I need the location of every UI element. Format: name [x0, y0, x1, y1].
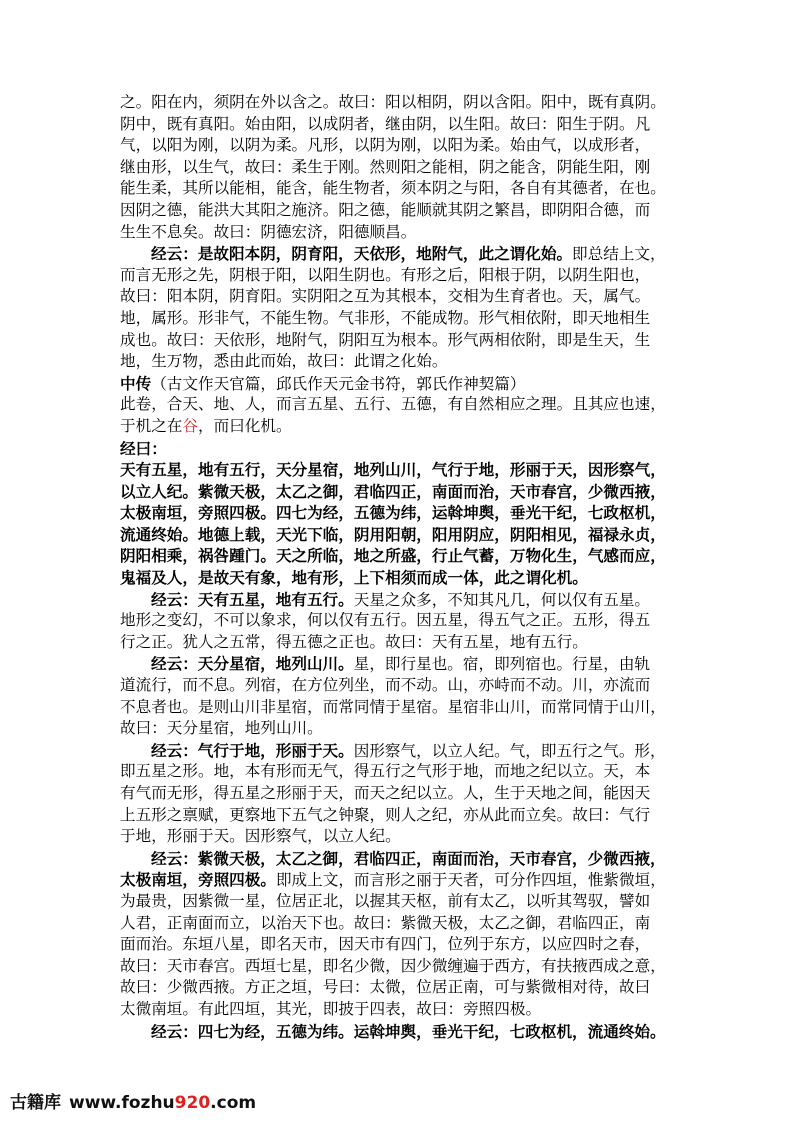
text-line — [120, 740, 680, 762]
document-body — [120, 92, 680, 1042]
text-segment: 于地，形丽于天。因形察气，以立人纪。 — [120, 827, 401, 846]
text-segment: 行之正。犹人之五常，得五德之正也。故曰：天有五星，地有五行。 — [120, 632, 588, 651]
text-segment: 上五形之禀赋，更察地下五气之钟聚，则人之纪，亦从此而立矣。故曰：气行 — [120, 805, 651, 824]
text-line — [120, 351, 680, 373]
site-url-suffix[interactable]: .com — [210, 1093, 257, 1113]
bold-text: 经云：天分星宿，地列山川。 — [151, 654, 354, 674]
text-line — [120, 718, 680, 740]
text-line — [120, 545, 680, 567]
text-line — [120, 761, 680, 783]
text-line — [120, 459, 680, 481]
bold-text: 经云：天有五星，地有五行。 — [151, 589, 354, 609]
text-segment: 于机之在 — [120, 416, 183, 435]
text-segment: 星，即行星也。宿，即列宿也。行星，由轨 — [353, 655, 651, 674]
text-line — [120, 934, 680, 956]
text-line — [120, 913, 680, 935]
text-segment: 气，以阳为刚，以阴为柔。凡形，以阴为刚，以阳为柔。始由气，以成形者， — [120, 136, 651, 155]
text-line — [120, 653, 680, 675]
bold-text: 经云：是故阳本阴，阴育阳，天依形，地附气，此之谓化始。 — [151, 244, 573, 264]
text-segment: 故曰：天市春宫。西垣七星，即名少微，因少微缠遍于西方，有扶掖西成之意， — [120, 956, 666, 975]
text-line — [120, 956, 680, 978]
text-segment: 此卷，合天、地、人，而言五星、五行、五德，有自然相应之理。且其应也速， — [120, 395, 666, 414]
bold-text: 中传 — [120, 373, 152, 393]
text-line — [120, 697, 680, 719]
text-segment: 故曰：天分星宿，地列山川。 — [120, 719, 323, 738]
text-line — [120, 373, 680, 395]
site-name: 古籍库 — [10, 1093, 61, 1113]
text-line — [120, 675, 680, 697]
text-segment: （古文作天官篇，邱氏作天元金书符，郭氏作神契篇） — [151, 374, 526, 393]
text-segment: 因形察气，以立人纪。气，即五行之气。形， — [353, 741, 666, 760]
bold-text: 经云：四七为经，五德为纬。运斡坤舆，垂光干纪，七政枢机，流通终始。 — [151, 1021, 666, 1041]
text-line — [120, 524, 680, 546]
text-segment: 太微南垣。有此四垣，其光，即披于四表，故曰：旁照四极。 — [120, 999, 542, 1018]
text-line — [120, 1021, 680, 1043]
text-segment: 地，生万物，悉由此而始，故曰：此谓之化始。 — [120, 352, 448, 371]
text-line — [120, 265, 680, 287]
text-line — [120, 826, 680, 848]
text-segment: 能生柔，其所以能相，能含，能生物者，须本阴之与阳，各自有其德者，在也。 — [120, 179, 666, 198]
highlight-text: 谷 — [182, 416, 198, 435]
text-segment: 故曰：阳本阴，阴育阳。实阴阳之互为其根本，交相为生育者也。天，属气。 — [120, 287, 651, 306]
text-line — [120, 157, 680, 179]
text-segment: ，而曰化机。 — [198, 416, 292, 435]
text-line — [120, 567, 680, 589]
bold-text: 流通终始。地德上载，天光下临，阴用阳朝，阳用阴应，阴阳相见，福禄永贞， — [120, 524, 666, 544]
text-line — [120, 589, 680, 611]
site-url-prefix[interactable]: www.fozhu — [69, 1093, 175, 1113]
text-segment: 人君，正南面而立，以治天下也。故曰：紫微天极，太乙之御，君临四正，南 — [120, 913, 651, 932]
text-line — [120, 114, 680, 136]
bold-text: 以立人纪。紫微天极，太乙之御，君临四正，南面而治，天市春宫，少微西掖， — [120, 481, 666, 501]
text-segment: 即五星之形。地，本有形而无气，得五行之气形于地，而地之纪以立。天，本 — [120, 762, 651, 781]
text-line — [120, 200, 680, 222]
text-line — [120, 502, 680, 524]
text-segment: 天星之众多，不知其凡几，何以仅有五星。 — [353, 590, 651, 609]
text-segment: 而言无形之先，阴根于阳，以阳生阴也。有形之后，阳根于阴，以阴生阳也， — [120, 265, 651, 284]
text-line — [120, 416, 680, 438]
text-line — [120, 977, 680, 999]
text-segment: 之。阳在内，须阴在外以含之。故曰：阳以相阴，阴以含阳。阳中，既有真阴。 — [120, 93, 666, 111]
text-segment: 继由形，以生气，故曰：柔生于刚。然则阳之能相，阴之能含，阴能生阳，刚 — [120, 157, 651, 176]
text-segment: 故曰：少微西掖。方正之垣，号曰：太微，位居正南，可与紫微相对待，故曰 — [120, 978, 651, 997]
text-line — [120, 805, 680, 827]
text-segment: 有气而无形，得五星之形丽于天，而天之纪以立。人，生于天地之间，能因天 — [120, 784, 651, 802]
text-segment: 因阴之德，能洪大其阳之施济。阳之德，能顺就其阴之繁昌，即阴阳合德，而 — [120, 200, 651, 219]
text-segment: 地，属形。形非气，不能生物。气非形，不能成物。形气相依附，即天地相生 — [120, 308, 651, 327]
text-line — [120, 222, 680, 244]
text-segment: 为最贵，因紫微一星，位居正北，以握其天枢，前有太乙，以听其驾驭，譬如 — [120, 891, 651, 910]
text-line — [120, 438, 680, 460]
text-segment: 面而治。东垣八星，即名天市，因天市有四门，位列于东方，以应四时之春， — [120, 935, 651, 954]
bold-text: 天有五星，地有五行，天分星宿，地列山川，气行于地，形丽于天，因形察气， — [120, 460, 666, 480]
text-segment: 即成上文，而言形之丽于天者，可分作四垣，惟紫微垣， — [275, 871, 666, 890]
text-line — [120, 481, 680, 503]
bold-text: 鬼福及人，是故天有象，地有形，上下相须而成一体，此之谓化机。 — [120, 568, 588, 588]
text-segment: 不息者也。是则山川非星宿，而常同情于星宿。星宿非山川，而常同情于山川， — [120, 697, 666, 716]
text-segment: 地形之变幻，不可以象求，何以仅有五行。因五星，得五气之正。五形，得五 — [120, 611, 651, 630]
text-segment: 成也。故曰：天依形，地附气，阴阳互为根本。形气两相依附，即是生天，生 — [120, 330, 651, 349]
text-segment: 即总结上文， — [572, 245, 666, 264]
text-line — [120, 286, 680, 308]
text-line — [120, 135, 680, 157]
text-line — [120, 610, 680, 632]
bold-text: 太极南垣，旁照四极。 — [120, 870, 276, 890]
text-line — [120, 869, 680, 891]
text-line — [120, 308, 680, 330]
text-line — [120, 330, 680, 352]
text-line — [120, 848, 680, 870]
site-url-number[interactable]: 920 — [174, 1093, 211, 1113]
site-footer — [10, 1088, 256, 1113]
bold-text: 经云：气行于地，形丽于天。 — [151, 740, 354, 760]
text-line — [120, 632, 680, 654]
bold-text: 太极南垣，旁照四极。四七为经，五德为纬，运斡坤舆，垂光干纪，七政枢机， — [120, 503, 666, 523]
text-line — [120, 783, 680, 805]
text-segment: 阴中，既有真阳。始由阳，以成阴者，继由阴，以生阳。故曰：阳生于阴。凡 — [120, 114, 651, 133]
text-line — [120, 891, 680, 913]
text-line — [120, 394, 680, 416]
text-line — [120, 178, 680, 200]
text-segment: 道流行，而不息。列宿，在方位列坐，而不动。山，亦峙而不动。川，亦流而 — [120, 676, 651, 695]
text-segment: 生生不息矣。故曰：阴德宏济，阳德顺昌。 — [120, 222, 417, 241]
text-line — [120, 243, 680, 265]
text-line — [120, 999, 680, 1021]
bold-text: 经曰： — [120, 438, 167, 458]
bold-text: 阴阳相乘，祸咎踵门。天之所临，地之所盛，行止气蓄，万物化生，气感而应， — [120, 546, 666, 566]
text-line — [120, 92, 680, 114]
bold-text: 经云：紫微天极，太乙之御，君临四正，南面而治，天市春宫，少微西掖， — [151, 848, 666, 868]
